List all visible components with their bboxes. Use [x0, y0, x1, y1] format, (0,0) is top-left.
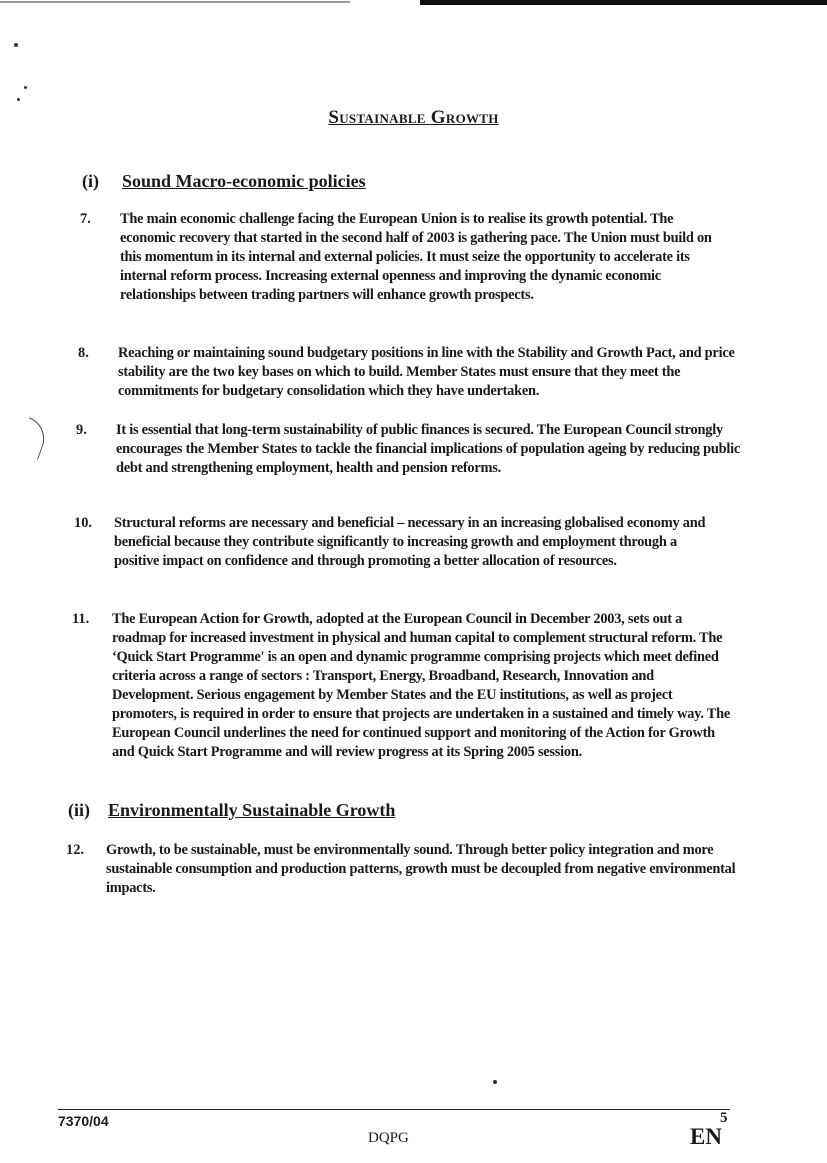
page-number: 5 [720, 1110, 728, 1126]
scan-speck [17, 98, 20, 101]
section-heading-text: Sound Macro-economic policies [122, 171, 366, 191]
department-code: DQPG [368, 1130, 409, 1146]
paragraph-text: It is essential that long-term sustainability of public finances is secured. The European Council strongly encourages the Member States to tackle the financial implications of population ageing by reducing public debt and strengthening employment, health and pension reforms. [116, 422, 740, 476]
paragraph-number: 11. [72, 611, 90, 627]
footer-rule [58, 1109, 730, 1110]
paragraph-text: Growth, to be sustainable, must be environmentally sound. Through better policy integration and more sustainable consumption and production patterns, growth must be decoupled from negative environmental impacts. [106, 842, 736, 896]
scan-speck [14, 43, 18, 47]
scan-speck [24, 86, 27, 89]
scan-binder-mark [16, 417, 50, 460]
paragraph-number: 8. [78, 345, 89, 361]
paragraph-number: 10. [74, 515, 92, 531]
paragraph-text: The main economic challenge facing the European Union is to realise its growth potential. The economic recovery that started in the second half of 2003 is gathering pace. The Union must build on this momentum in its internal and external policies. It must seize the opportunity to accelerate its internal reform process. Increasing external openness and improving the dynamic economic relationships between trading partners will enhance growth prospects. [120, 211, 712, 303]
scan-edge-line [420, 0, 827, 5]
paragraph-text: The European Action for Growth, adopted at the European Council in December 2003, sets out a roadmap for increased investment in physical and human capital to complement structural reform. The ‘Quick Start Programme' is an open and dynamic programme comprising projects which meet defined criteria across a range of sectors : Transport, Energy, Broadband, Research, Innovation and Development. Serious engagement by Member States and the EU institutions, as well as project promoters, is required in order to ensure that projects are undertaken in a sustained and timely way. The European Council underlines the need for continued support and monitoring of the Action for Growth and Quick Start Programme and will review progress at its Spring 2005 session. [112, 611, 731, 760]
section-number: (ii) [68, 800, 90, 820]
paragraph-number: 12. [66, 842, 84, 858]
section-heading [82, 171, 366, 192]
paragraph-number: 9. [76, 422, 87, 438]
section-number: (i) [82, 171, 99, 191]
scan-edge-line [0, 1, 350, 3]
paragraph-text: Reaching or maintaining sound budgetary positions in line with the Stability and Growth Pact, and price stability are the two key bases on which to build. Member States must ensure that they meet the commitments for budgetary consolidation which they have undertaken. [118, 345, 735, 399]
section-heading [68, 800, 395, 821]
scan-speck [493, 1080, 497, 1084]
document-reference: 7370/04 [58, 1113, 109, 1129]
paragraph-number: 7. [80, 211, 91, 227]
paragraph-text: Structural reforms are necessary and beneficial – necessary in an increasing globalised economy and beneficial because they contribute significantly to increasing growth and employment through a positive impact on confidence and through promoting a better allocation of resources. [114, 515, 706, 569]
page-title: Sustainable Growth [328, 107, 499, 128]
language-code: EN [690, 1124, 722, 1149]
section-heading-text: Environmentally Sustainable Growth [108, 800, 396, 820]
